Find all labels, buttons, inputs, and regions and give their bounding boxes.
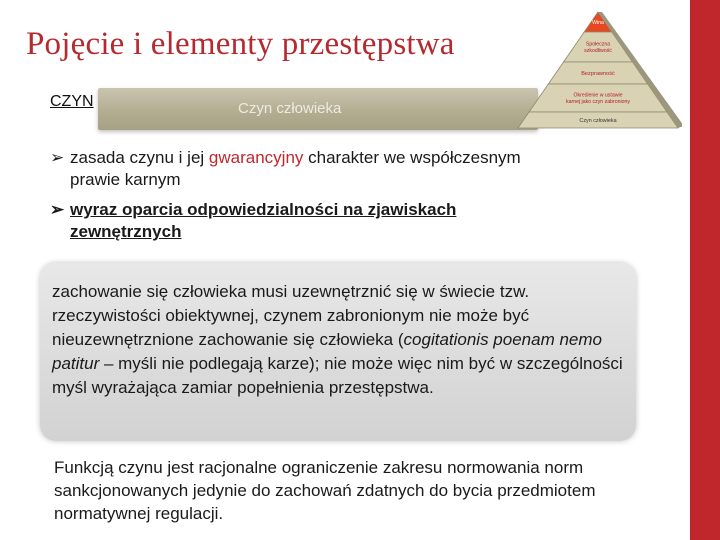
arrow-bullet-icon: ➢ <box>50 148 65 167</box>
slide-title: Pojęcie i elementy przestępstwa <box>26 26 455 62</box>
pyramid-label-3: Bezprawność <box>581 71 615 77</box>
pyramid-label-1: Wina <box>592 19 604 26</box>
bullet-1-continuation: prawie karnym <box>70 170 181 189</box>
czyn-banner <box>98 88 538 130</box>
right-accent-band <box>690 0 720 540</box>
explanation-box <box>40 263 636 441</box>
czyn-label: CZYN <box>50 93 94 110</box>
arrow-bullet-icon: ➢ <box>50 200 65 219</box>
bullet-act-principle <box>50 147 650 191</box>
crime-elements-pyramid <box>514 8 682 134</box>
bullet-2-text: wyraz oparcia odpowiedzialności na zjawiskach <box>70 200 457 219</box>
bullet-1-text-a: zasada czynu i jej <box>70 148 209 167</box>
pyramid-label-4: Określenie w ustawie <box>573 92 623 99</box>
bullet-1-highlight: gwarancyjny <box>208 148 304 167</box>
explanation-part-1: zachowanie się człowieka musi uzewnętrznić się w świecie tzw. rzeczywistości obiektywnej, czynem zabronionym nie może być nieuzewnętrznione zachowanie się człowieka ( <box>52 282 530 349</box>
pyramid-label-2: Społeczna <box>585 41 611 48</box>
latin-maxim: cogitationis poenam nemo patitur <box>52 330 602 373</box>
function-paragraph: Funkcją czynu jest racjonalne ograniczenie zakresu normowania norm sankcjonowanych jedynie do zachowań zdatnych do bycia przedmiotem normatywnej regulacji. <box>54 458 596 523</box>
bullet-2-continuation: zewnętrznych <box>70 222 182 241</box>
bullet-1-text-b: charakter we współczesnym <box>303 148 521 167</box>
pyramid-label-5: Czyn człowieka <box>579 117 617 124</box>
pyramid-label-2: szkodliwość <box>584 48 612 54</box>
explanation-part-2: – myśli nie podlegają karze); nie może więc nim być w szczególności myśl wyrażająca zamiar popełnienia przestępstwa. <box>52 354 623 397</box>
pyramid-label-4: karnej jako czyn zabroniony <box>565 99 631 105</box>
explanation-text <box>52 280 632 400</box>
banner-text: Czyn człowieka <box>238 100 342 117</box>
bullet-external-phenomena <box>50 199 650 243</box>
